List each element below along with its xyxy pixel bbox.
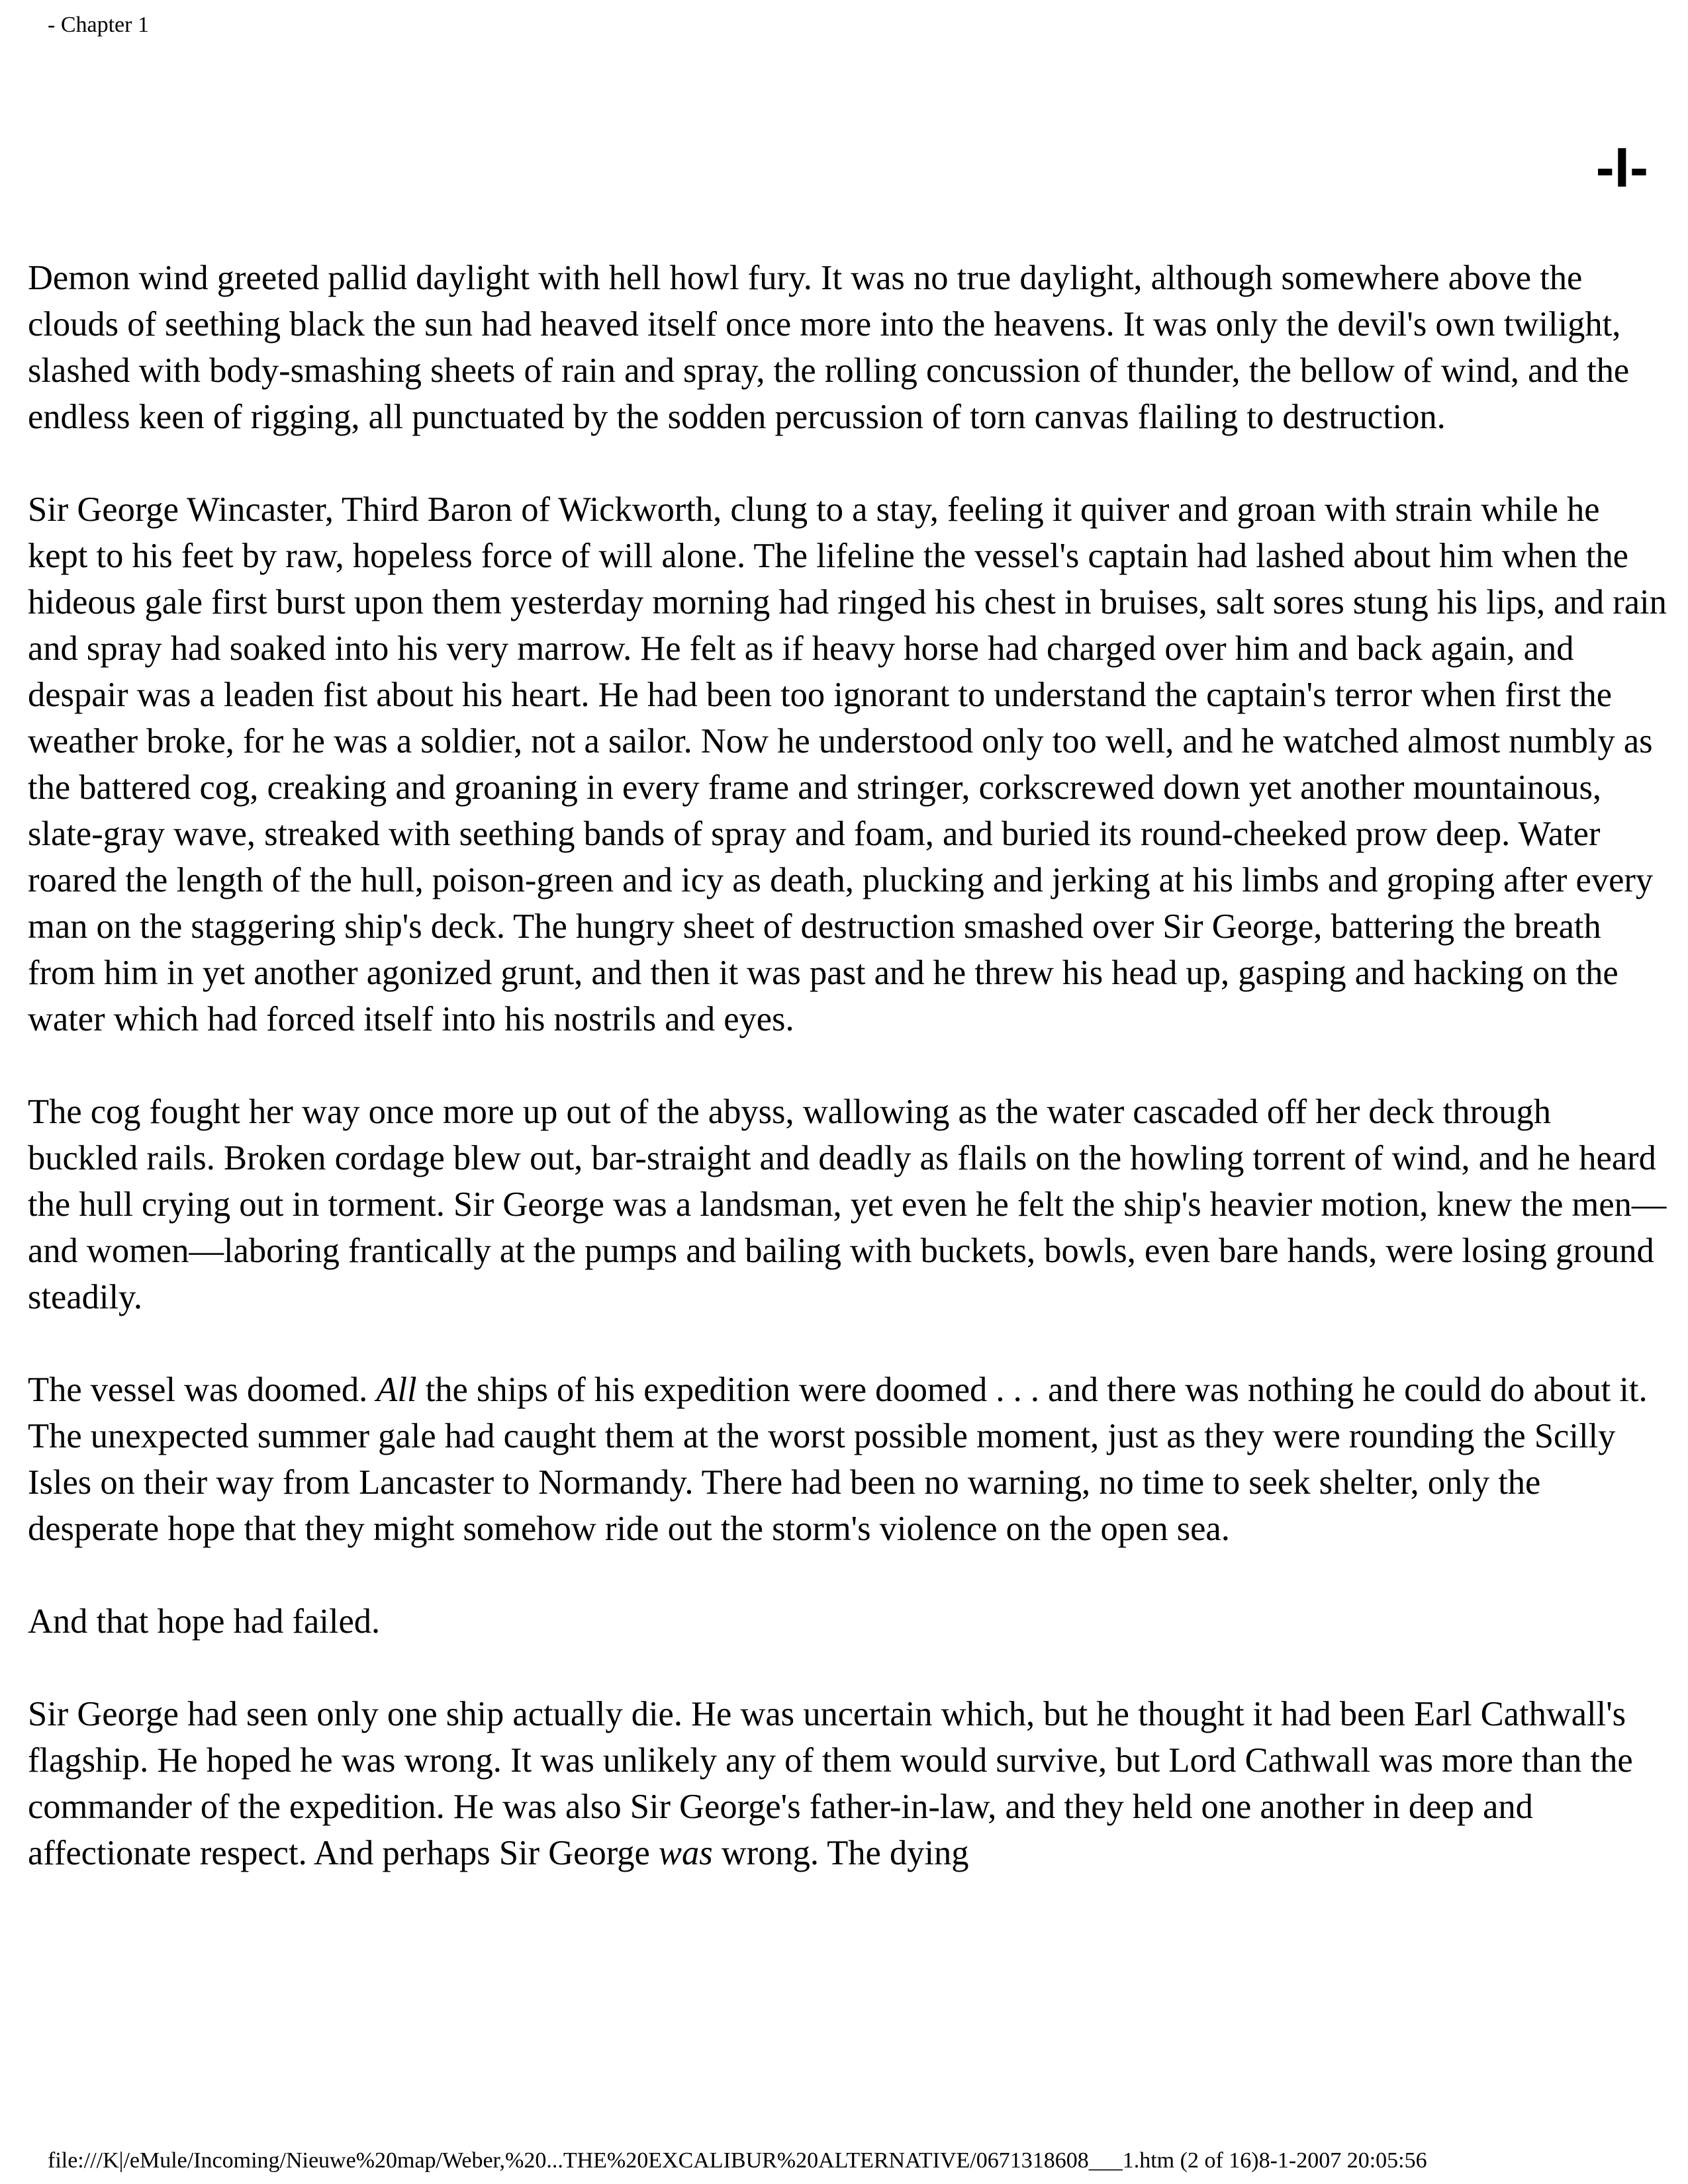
paragraph-1: Demon wind greeted pallid daylight with hell howl fury. It was no true daylight, although somewhere above the clouds of seething black the sun had heaved itself once more into the heavens. It was only the devil's own twilight, slashed with body-smashing sheets of rain and spray, the rolling concussion of thunder, the bellow of wind, and the endless keen of rigging, all punctuated by the sodden percussion of torn canvas flailing to destruction. (28, 259, 1630, 436)
paragraph-4-after: the ships of his expedition were doomed . . . and there was nothing he could do about it. The unexpected summer gale had caught them at the worst possible moment, just as they were rounding the Scilly Isles on their way from Lancaster to Normandy. There had been no warning, no time to seek shelter, only the desperate hope that they might somehow ride out the storm's violence on the open sea. (28, 1371, 1648, 1548)
chapter-body (28, 255, 1668, 1876)
paragraph-4 (28, 1367, 1668, 1552)
paragraph-3: The cog fought her way once more up out of the abyss, wallowing as the water cascaded off her deck through buckled rails. Broken cordage blew out, bar-straight and deadly as flails on the howling torrent of wind, and he heard the hull crying out in torment. Sir George was a landsman, yet even he felt the ship's heavier motion, knew the men—and women—laboring frantically at the pumps and bailing with buckets, bowls, even bare hands, were losing ground steadily. (28, 1093, 1667, 1316)
running-header: - Chapter 1 (48, 13, 149, 37)
paragraph-6-after: wrong. The dying (712, 1834, 969, 1872)
file-path-footer: file:///K|/eMule/Incoming/Nieuwe%20map/Weber,%20...THE%20EXCALIBUR%20ALTERNATIVE/0671318608___1.htm (2 of 16)8-1-2007 20:05:56 (48, 2148, 1427, 2173)
paragraph-6 (28, 1691, 1668, 1876)
paragraph-6-before: Sir George had seen only one ship actually die. He was uncertain which, but he thought it had been Earl Cathwall's flagship. He hoped he was wrong. It was unlikely any of them would survive, but Lord Cathwall was more than the commander of the expedition. He was also Sir George's father-in-law, and they held one another in deep and affectionate respect. And perhaps Sir George (28, 1695, 1633, 1872)
paragraph-6-emphasis: was (658, 1834, 713, 1872)
chapter-number: -I- (1595, 136, 1648, 199)
paragraph-4-emphasis: All (376, 1371, 417, 1409)
paragraph-5: And that hope had failed. (28, 1602, 381, 1641)
paragraph-2: Sir George Wincaster, Third Baron of Wickworth, clung to a stay, feeling it quiver and groan with strain while he kept to his feet by raw, hopeless force of will alone. The lifeline the vessel's captain had lashed about him when the hideous gale first burst upon them yesterday morning had ringed his chest in bruises, salt sores stung his lips, and rain and spray had soaked into his very marrow. He felt as if heavy horse had charged over him and back again, and despair was a leaden fist about his heart. He had been too ignorant to understand the captain's terror when first the weather broke, for he was a soldier, not a sailor. Now he understood only too well, and he watched almost numbly as the battered cog, creaking and groaning in every frame and stringer, corkscrewed down yet another mountainous, slate-gray wave, streaked with seething bands of spray and foam, and buried its round-cheeked prow deep. Water roared the length of the hull, poison-green and icy as death, plucking and jerking at his limbs and groping after every man on the staggering ship's deck. The hungry sheet of destruction smashed over Sir George, battering the breath from him in yet another agonized grunt, and then it was past and he threw his head up, gasping and hacking on the water which had forced itself into his nostrils and eyes. (28, 490, 1667, 1038)
paragraph-4-before: The vessel was doomed. (28, 1371, 377, 1409)
